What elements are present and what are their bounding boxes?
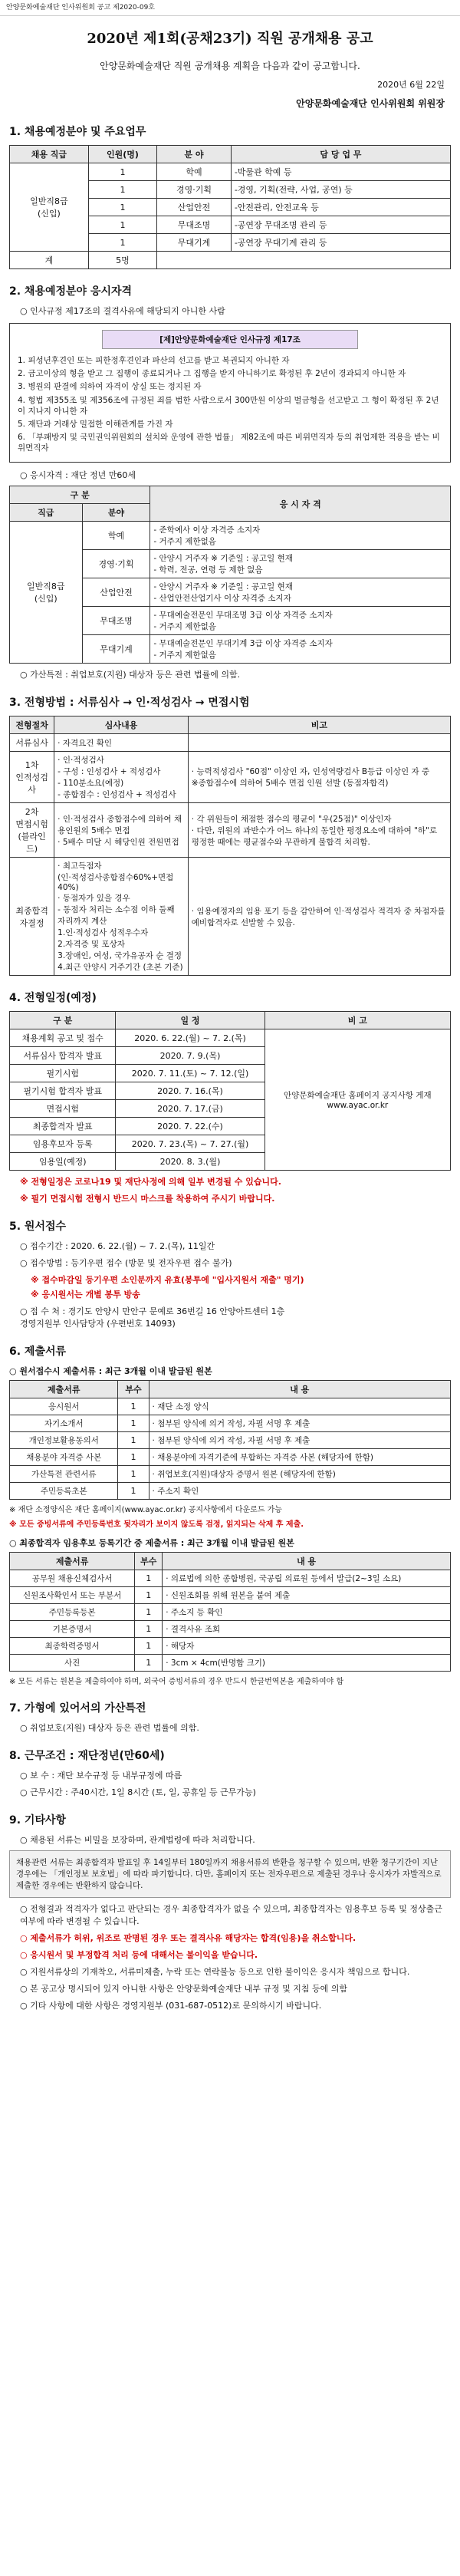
qual-field-cell: 경영·기획 [82, 550, 150, 578]
documents-sub-2: ○ 최종합격자 임용후보 등록기간 중 제출서류 : 최근 3개월 이내 발급된 원본 [9, 1537, 451, 1549]
field-cell: 무대기계 [157, 234, 232, 252]
stage-cell: 1차 인적성검사 [10, 752, 54, 803]
doc-name-cell: 주민등록초본 [10, 1483, 118, 1500]
qual-field-cell: 학예 [82, 522, 150, 550]
doc-count-cell: 1 [118, 1398, 149, 1415]
issuer: 안양문화예술재단 인사위원회 위원장 [296, 98, 445, 109]
qual-rank-cell: 일반직8급 (신입) [10, 522, 83, 664]
total-label: 계 [10, 252, 89, 269]
qual-field-cell: 산업안전 [82, 578, 150, 607]
condition-item: ○ 보 수 : 재단 보수규정 등 내부규정에 따름 [20, 1771, 182, 1781]
doc-count-cell: 1 [118, 1415, 149, 1432]
th-rank: 채용 직급 [10, 146, 89, 163]
qual-criteria-cell: - 무대예술전문인 무대기계 3급 이상 자격증 소지자 - 거주지 제한없음 [150, 635, 451, 664]
section-6-title: 6. 제출서류 [9, 1346, 67, 1359]
table-row [10, 1415, 451, 1432]
doc-desc-cell: · 3cm × 4cm(반명함 크기) [163, 1655, 451, 1672]
duty-cell: -박물관 학예 등 [231, 163, 450, 181]
documents-sub-1: ○ 원서접수시 제출서류 : 최근 3개월 이내 발급된 원본 [9, 1365, 451, 1377]
rule-head: [제]안양문화예술재단 인사규정 제17조 [102, 330, 358, 349]
field-cell: 산업안전 [157, 199, 232, 216]
schedule-date: 2020. 7. 23.(목) ~ 7. 27.(월) [116, 1135, 264, 1153]
doc-desc-cell: · 주소지 등 확인 [163, 1604, 451, 1621]
doc-name-cell: 최종학력증명서 [10, 1638, 135, 1655]
table-row [10, 1449, 451, 1466]
note-cell: · 임용예정자의 임용 포기 등을 감안하여 인·적성검사 적격자 중 차점자를 예비합격자로 선발할 수 있음. [188, 858, 450, 976]
qualification-bullet-3: ○ 가산특전 : 취업보호(지원) 대상자 등은 관련 법률에 의함. [20, 670, 241, 680]
s3-th-stage: 전형절차 [10, 716, 54, 734]
table-row [10, 522, 451, 550]
section-2-title: 2. 채용예정분야 응시자격 [9, 285, 133, 298]
qual-criteria-cell: - 안양시 거주자 ※ 기준일 : 공고일 현재 - 학력, 전공, 연령 등 제한 없음 [150, 550, 451, 578]
schedule-table [9, 1011, 451, 1171]
schedule-date: 2020. 7. 22.(수) [116, 1118, 264, 1135]
schedule-label: 면접시험 [10, 1100, 116, 1118]
section-7-title: 7. 가형에 있어서의 가산특전 [9, 1702, 146, 1715]
th-count: 인원(명) [88, 146, 156, 163]
table-row [10, 858, 451, 976]
table-row [10, 1655, 451, 1672]
doc-desc-cell: · 첨부된 양식에 의거 작성, 자필 서명 후 제출 [149, 1415, 450, 1432]
qualification-bullet-1: ○ 인사규정 제17조의 결격사유에 해당되지 아니한 사람 [20, 306, 225, 316]
personnel-rule-box [9, 323, 451, 463]
misc-item: ○ 본 공고상 명시되어 있지 아니한 사항은 안양문화예술재단 내부 규정 및 지침 등에 의함 [20, 1984, 347, 1995]
table-row [10, 1029, 451, 1047]
qual-th-division: 구 분 [10, 486, 150, 504]
section-3-title: 3. 전형방법 : 서류심사 → 인·적성검사 → 면접시험 [9, 697, 250, 710]
count-cell: 1 [88, 181, 156, 199]
th-duty: 담 당 업 무 [231, 146, 450, 163]
schedule-date: 2020. 6. 22.(월) ~ 7. 2.(목) [116, 1029, 264, 1047]
doc-count-cell: 1 [135, 1621, 163, 1638]
misc-item: ○ 기타 사항에 대한 사항은 경영지원부 (031-687-0512)로 문의하시기 바랍니다. [20, 2001, 322, 2011]
doc-desc-cell: · 채용분야에 자격기준에 부합하는 자격증 사본 (해당자에 한함) [149, 1449, 450, 1466]
doc-name-cell: 신원조사확인서 또는 부분서 [10, 1587, 135, 1604]
section-9-item-1: ○ 채용된 서류는 비밀을 보장하며, 관계법령에 따라 처리합니다. [20, 1835, 255, 1846]
qual-field-cell: 무대조명 [82, 607, 150, 635]
doc-name-cell: 응시원서 [10, 1398, 118, 1415]
doc-name-cell: 가산특전 관련서류 [10, 1466, 118, 1483]
doc-name-cell: 개인정보활용동의서 [10, 1432, 118, 1449]
t1-th-n: 부수 [118, 1381, 149, 1398]
table-row [10, 1604, 451, 1621]
documents-table-2 [9, 1552, 451, 1672]
doc-count-cell: 1 [135, 1655, 163, 1672]
content-cell: · 인·적성검사 - 구성 : 인성검사 + 적성검사 - 110분소요(예정) - 종합점수 : 인성검사 + 적성검사 [54, 752, 189, 803]
doc-count-cell: 1 [118, 1449, 149, 1466]
rule-item: 2. 금고이상의 형을 받고 그 집행이 종료되거나 그 집행을 받지 아니하기로 확정된 후 2년이 경과되지 아니한 자 [18, 369, 406, 379]
th-field: 분 야 [157, 146, 232, 163]
application-item: ○ 접수방법 : 등기우편 접수 (방문 및 전자우편 접수 불가) [20, 1258, 232, 1269]
doc-name-cell: 채용분야 자격증 사본 [10, 1449, 118, 1466]
stage-cell: 서류심사 [10, 734, 54, 752]
misc-item: ○ 전형결과 적격자가 없다고 판단되는 경우 최종합격자가 없을 수 있으며, 최종합격자는 임용후보 등록 및 정상출근 여부에 따라 변경될 수 있습니다. [20, 1904, 442, 1927]
doc-count-cell: 1 [135, 1604, 163, 1621]
qual-th-rank: 직급 [10, 504, 83, 522]
content-cell: · 인·적성검사 종합점수에 의하여 채용인원의 5배수 면접 · 5배수 미달 시 해당인원 전원면접 [54, 803, 189, 858]
table-row [10, 1466, 451, 1483]
duty-cell: -안전관리, 안전교육 등 [231, 199, 450, 216]
table-row [10, 734, 451, 752]
table-row [10, 1638, 451, 1655]
doc-count-cell: 1 [118, 1466, 149, 1483]
field-cell: 경영·기획 [157, 181, 232, 199]
section-5-title: 5. 원서접수 [9, 1220, 67, 1234]
count-cell: 1 [88, 163, 156, 181]
screening-table [9, 716, 451, 976]
table-row [10, 1398, 451, 1415]
schedule-date: 2020. 8. 3.(월) [116, 1153, 264, 1171]
rule-item: 6. 「부패방지 및 국민권익위원회의 설치와 운영에 관한 법률」 제82조에 따른 비위면직자 등의 취업제한 적용을 받는 비위면직자 [18, 433, 440, 453]
s4-th-label: 구 분 [10, 1012, 116, 1029]
schedule-label: 최종합격자 발표 [10, 1118, 116, 1135]
qual-criteria-cell: - 무대예술전문인 무대조명 3급 이상 자격증 소지자 - 거주지 제한없음 [150, 607, 451, 635]
schedule-note: 안양문화예술재단 홈페이지 공지사항 게재 www.ayac.or.kr [264, 1029, 450, 1171]
total-empty [157, 252, 451, 269]
qual-criteria-cell: - 준학예사 이상 자격증 소지자 - 거주지 제한없음 [150, 522, 451, 550]
total-count: 5명 [88, 252, 156, 269]
t2-th-desc: 내 용 [163, 1553, 451, 1570]
note-cell: · 각 위원들이 채점한 점수의 평균이 "우(25점)" 이상인자 · 다만, 위원의 과반수가 어느 하나의 동일한 평정요소에 대하여 "하"로 평정한 때에는 평균점수와 무관하게 불합격 처리함. [188, 803, 450, 858]
t1-th-doc: 제출서류 [10, 1381, 118, 1398]
content-cell: · 자격요건 확인 [54, 734, 189, 752]
application-item: ○ 접수기간 : 2020. 6. 22.(월) ~ 7. 2.(목), 11일간 [20, 1241, 215, 1252]
qualification-table [9, 486, 451, 664]
schedule-date: 2020. 7. 16.(목) [116, 1082, 264, 1100]
schedule-date: 2020. 7. 9.(목) [116, 1047, 264, 1065]
qual-criteria-cell: - 안양시 거주자 ※ 기준일 : 공고일 현재 - 산업안전산업기사 이상 자격증 소지자 [150, 578, 451, 607]
table-row [10, 752, 451, 803]
table-row [10, 803, 451, 858]
doc-desc-cell: · 결격사유 조회 [163, 1621, 451, 1638]
schedule-label: 필기시험 [10, 1065, 116, 1082]
rule-item: 1. 피성년후견인 또는 피한정후견인과 파산의 선고를 받고 복권되지 아니한 자 [18, 356, 290, 365]
qualification-bullet-2: ○ 응시자격 : 재단 정년 만60세 [20, 470, 136, 481]
rule-item: 5. 재단과 거래상 밀접한 이해관계를 가진 자 [18, 419, 173, 429]
section-9-title: 9. 기타사항 [9, 1814, 67, 1827]
rule-item: 3. 병원의 판결에 의하여 자격이 상실 또는 정지된 자 [18, 382, 202, 392]
documents-note-3: ※ 모든 서류는 원본을 제출하여야 하며, 외국어 증빙서류의 경우 반드시 한글번역본을 제출하여야 함 [9, 1678, 344, 1687]
misc-item: ○ 지원서류상의 기재착오, 서류미제출, 누락 또는 연락불능 등으로 인한 불이익은 응시자 책임으로 합니다. [20, 1967, 410, 1978]
doc-count-cell: 1 [118, 1483, 149, 1500]
qual-field-cell: 무대기계 [82, 635, 150, 664]
s4-th-note: 비 고 [264, 1012, 450, 1029]
table-row [10, 1483, 451, 1500]
section-4-title: 4. 전형일정(예정) [9, 992, 97, 1005]
rank-cell: 일반직8급 (신입) [10, 163, 89, 252]
table-row [10, 1432, 451, 1449]
count-cell: 1 [88, 199, 156, 216]
documents-note-2: ※ 모든 증빙서류에 주민등록번호 뒷자리가 보이지 않도록 검정, 읽지되는 삭제 후 제출. [9, 1520, 304, 1530]
documents-note-1: ※ 재단 소정양식은 재단 홈페이지(www.ayac.or.kr) 공지사항에서 다운로드 가능 [9, 1506, 282, 1515]
schedule-label: 임용후보자 등록 [10, 1135, 116, 1153]
doc-count-cell: 1 [118, 1432, 149, 1449]
duty-cell: -공연장 무대기계 관리 등 [231, 234, 450, 252]
doc-name-cell: 주민등록등본 [10, 1604, 135, 1621]
doc-desc-cell: · 재단 소정 양식 [149, 1398, 450, 1415]
intro-text: 안양문화예술재단 직원 공개채용 계획을 다음과 같이 공고합니다. [100, 61, 360, 71]
content-cell: · 최고득점자 (인·적성검사종합점수60%+면접40%) · 동점자가 있을 경우 - 동점자 처리는 소수점 이하 둘째 자리까지 계산 1.인·적성검사 성적우수자 2.자격증 및 포상자 3.장애인, 여성, 국가유공자 순 결정 4.최근 안양시 거주기간 (초본 기준) [54, 858, 189, 976]
doc-count-cell: 1 [135, 1638, 163, 1655]
doc-desc-cell: · 해당자 [163, 1638, 451, 1655]
misc-item: ○ 제출서류가 허위, 위조로 판명된 경우 또는 결격사유 해당자는 합격(임용)을 취소합니다. [20, 1933, 356, 1944]
total-row [10, 252, 451, 269]
schedule-label: 필기시험 합격자 발표 [10, 1082, 116, 1100]
document-header: 안양문화예술재단 인사위원회 공고 제2020-09호 [0, 0, 460, 16]
schedule-warning-1: ※ 전형일정은 코로나19 및 재단사정에 의해 일부 변경될 수 있습니다. [20, 1177, 281, 1188]
table-row [10, 1570, 451, 1587]
notice-date: 2020년 6월 22일 [377, 80, 445, 90]
duty-cell: -공연장 무대조명 관리 등 [231, 216, 450, 234]
section-8-title: 8. 근무조건 : 재단정년(만60세) [9, 1750, 165, 1763]
page-title: 2020년 제1회(공채23기) 직원 공개채용 공고 [87, 31, 373, 47]
stage-cell: 2차 면접시험 (블라인드) [10, 803, 54, 858]
table-row [10, 1587, 451, 1604]
schedule-warning-2: ※ 필기 면접시험 전형시 반드시 마스크를 착용하여 주시기 바랍니다. [20, 1194, 275, 1204]
documents-table-1 [9, 1380, 451, 1500]
s3-th-content: 심사내용 [54, 716, 189, 734]
duty-cell: -경영, 기획(전략, 사업, 공연) 등 [231, 181, 450, 199]
doc-desc-cell: · 주소지 확인 [149, 1483, 450, 1500]
doc-name-cell: 기본증명서 [10, 1621, 135, 1638]
doc-name-cell: 사진 [10, 1655, 135, 1672]
schedule-label: 채용계획 공고 및 접수 [10, 1029, 116, 1047]
field-cell: 무대조명 [157, 216, 232, 234]
section-1-title: 1. 채용예정분야 및 주요업무 [9, 126, 146, 138]
doc-name-cell: 공무원 채용신체검사서 [10, 1570, 135, 1587]
note-cell: · 능력적성검사 "60점" 이상인 자, 인성역량검사 B등급 이상인 자 중 ※종합점수에 의하여 5배수 면접 인원 선발 (동점자합격) [188, 752, 450, 803]
schedule-label: 임용일(예정) [10, 1153, 116, 1171]
application-item: ※ 응시원서는 개별 봉투 방송 [31, 1290, 140, 1300]
section-7-item: ○ 취업보호(지원) 대상자 등은 관련 법률에 의함. [20, 1723, 199, 1734]
section-1-table [9, 145, 451, 269]
doc-count-cell: 1 [135, 1570, 163, 1587]
misc-item: ○ 응시원서 및 부정합격 처리 등에 대해서는 불이익을 받습니다. [20, 1950, 258, 1961]
s4-th-date: 일 정 [116, 1012, 264, 1029]
condition-item: ○ 근무시간 : 주40시간, 1일 8시간 (토, 일, 공휴일 등 근무가능) [20, 1787, 256, 1798]
doc-desc-cell: · 의료법에 의한 종합병원, 국공립 의료원 등에서 발급(2~3일 소요) [163, 1570, 451, 1587]
table-row [10, 163, 451, 181]
schedule-label: 서류심사 합격자 발표 [10, 1047, 116, 1065]
count-cell: 1 [88, 234, 156, 252]
document-return-box: 채용관련 서류는 최종합격자 발표일 후 14일부터 180일까지 채용서류의 반환을 청구할 수 있으며, 반환 청구기간이 지난 경우에는 「개인정보 보호법」에 따라 파기합니다. 다만, 홈페이지 또는 전자우편으로 제출된 경우나 응시자가 자발적으로 제출한 경우에는 반환하지 않습니다. [9, 1850, 451, 1898]
table-row [10, 1621, 451, 1638]
doc-desc-cell: · 신원조회를 위해 원본을 붙여 제출 [163, 1587, 451, 1604]
field-cell: 학예 [157, 163, 232, 181]
t2-th-doc: 제출서류 [10, 1553, 135, 1570]
schedule-date: 2020. 7. 17.(금) [116, 1100, 264, 1118]
doc-count-cell: 1 [135, 1587, 163, 1604]
qual-th-field: 분야 [82, 504, 150, 522]
s3-th-note: 비고 [188, 716, 450, 734]
count-cell: 1 [88, 216, 156, 234]
application-item: ○ 접 수 처 : 경기도 안양시 만안구 문예로 36번길 16 안양아트센터 1층 경영지원부 인사담당자 (우편번호 14093) [20, 1306, 285, 1329]
doc-desc-cell: · 첨부된 양식에 의거 작성, 자필 서명 후 제출 [149, 1432, 450, 1449]
stage-cell: 최종합격자결정 [10, 858, 54, 976]
rule-item: 4. 형법 제355조 및 제356조에 규정된 죄를 범한 사람으로서 300만원 이상의 벌금형을 선고받고 그 형이 확정된 후 2년이 지나지 아니한 자 [18, 395, 439, 416]
schedule-date: 2020. 7. 11.(토) ~ 7. 12.(일) [116, 1065, 264, 1082]
note-cell [188, 734, 450, 752]
t2-th-n: 부수 [135, 1553, 163, 1570]
application-item: ※ 접수마감일 등기우편 소인분까지 유효(봉투에 "입사지원서 재출" 명기) [31, 1275, 304, 1286]
doc-desc-cell: · 취업보호(지원)대상자 증명서 원본 (해당자에 한함) [149, 1466, 450, 1483]
t1-th-desc: 내 용 [149, 1381, 450, 1398]
qual-th-criteria: 응 시 자 격 [150, 486, 451, 522]
doc-name-cell: 자기소개서 [10, 1415, 118, 1432]
